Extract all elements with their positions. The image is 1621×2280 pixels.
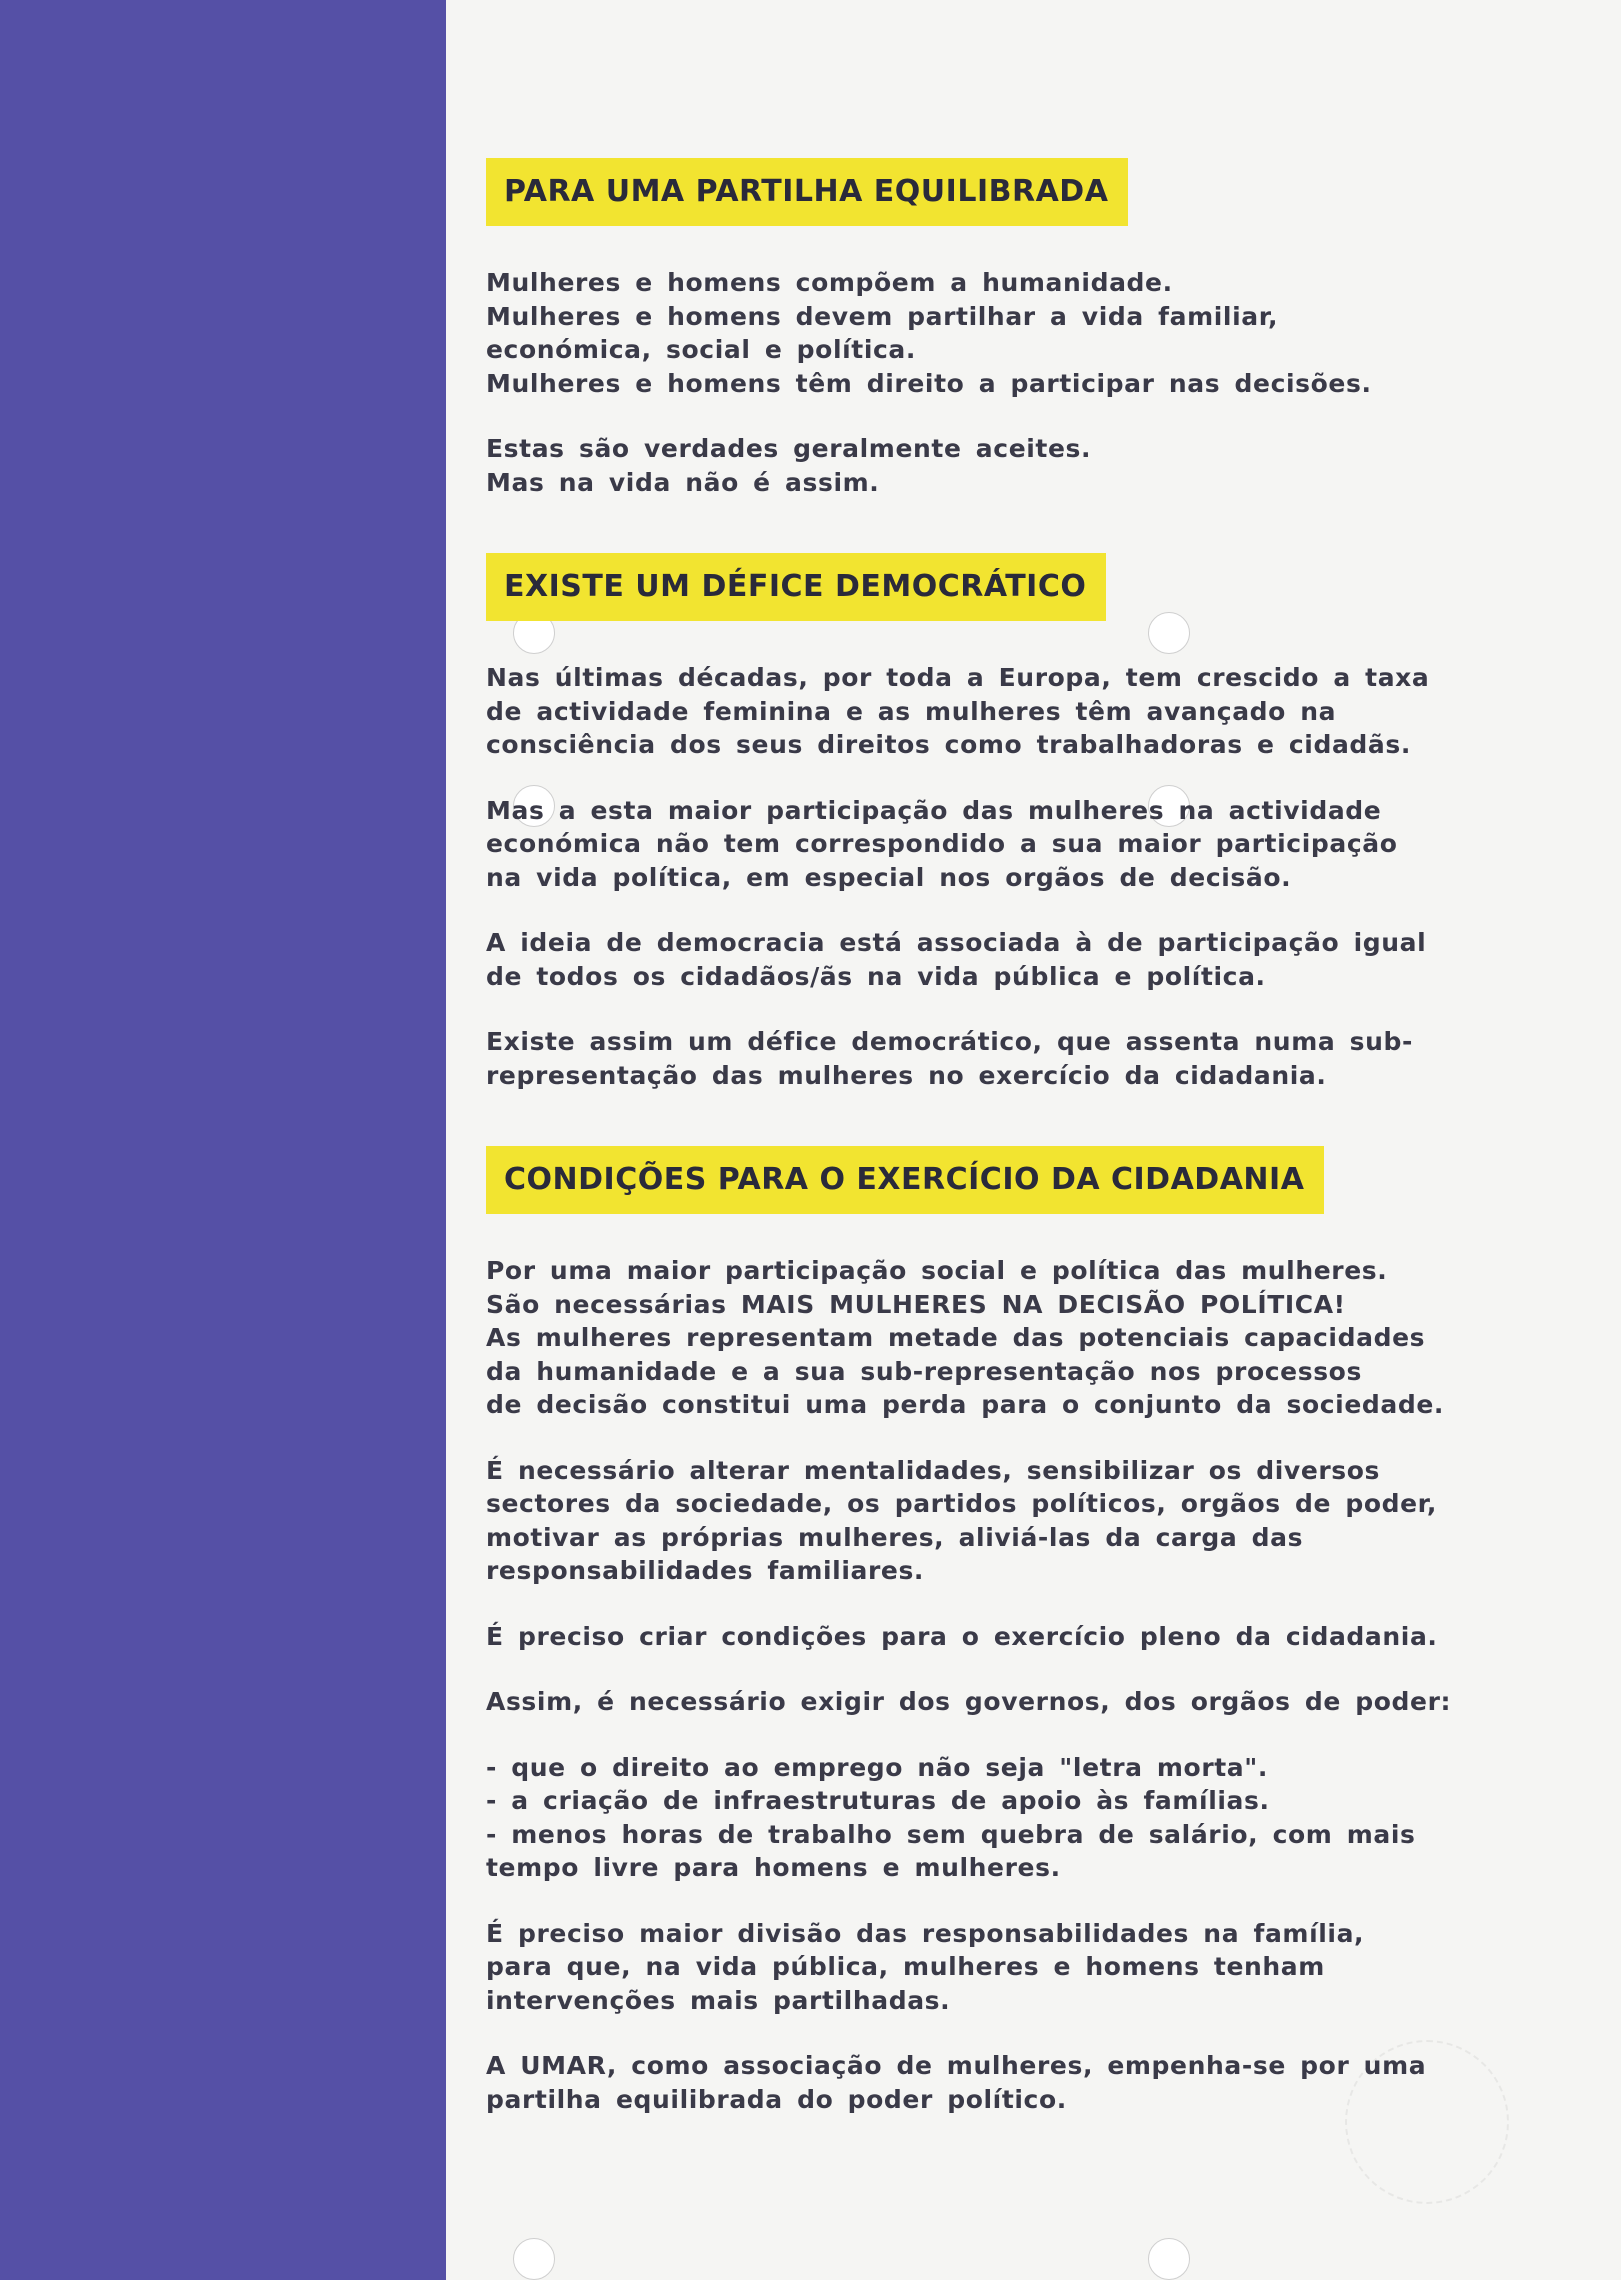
paragraph — [486, 2049, 1486, 2116]
section-heading: CONDIÇÕES PARA O EXERCÍCIO DA CIDADANIA — [486, 1146, 1324, 1214]
list-item: tempo livre para homens e mulheres. — [486, 1853, 1061, 1882]
section-heading: PARA UMA PARTILHA EQUILIBRADA — [486, 158, 1128, 226]
text-line: É preciso maior divisão das responsabilidades na família, — [486, 1918, 1365, 1948]
text-line: Mulheres e homens devem partilhar a vida familiar, — [486, 301, 1279, 331]
text-line: económica, social e política. — [486, 335, 916, 364]
text-line: de actividade feminina e as mulheres têm avançado na — [486, 696, 1337, 726]
text-line: Mulheres e homens compõem a humanidade. — [486, 268, 1173, 297]
paragraph — [486, 661, 1486, 762]
text-line: É preciso criar condições para o exercício pleno da cidadania. — [486, 1621, 1438, 1651]
section-condicoes — [486, 1146, 1486, 2116]
paragraph — [486, 1685, 1486, 1719]
paragraph — [486, 1917, 1486, 2018]
document-content — [486, 158, 1486, 2170]
paragraph — [486, 1254, 1486, 1422]
text-line: económica não tem correspondido a sua maior participação — [486, 829, 1398, 858]
text-line: representação das mulheres no exercício da cidadania. — [486, 1060, 1327, 1090]
text-line: A UMAR, como associação de mulheres, empenha-se por uma — [486, 2051, 1427, 2080]
text-line: Estas são verdades geralmente aceites. — [486, 434, 1092, 463]
paragraph — [486, 266, 1486, 400]
text-line: motivar as próprias mulheres, aliviá-las da carga das — [486, 1522, 1304, 1552]
section-heading: EXISTE UM DÉFICE DEMOCRÁTICO — [486, 553, 1106, 621]
section-defice — [486, 553, 1486, 1092]
punch-hole — [513, 2238, 555, 2280]
text-line: Assim, é necessário exigir dos governos, dos orgãos de poder: — [486, 1687, 1452, 1716]
section-partilha — [486, 158, 1486, 499]
text-line: intervenções mais partilhadas. — [486, 1985, 951, 2015]
text-line: A ideia de democracia está associada à de participação igual — [486, 928, 1427, 957]
text-line: Mulheres e homens têm direito a participar nas decisões. — [486, 368, 1372, 398]
punch-hole — [1148, 2238, 1190, 2280]
list-item: - que o direito ao emprego não seja "letra morta". — [486, 1752, 1268, 1782]
text-line: partilha equilibrada do poder político. — [486, 2084, 1067, 2114]
paragraph — [486, 432, 1486, 499]
list-item: - menos horas de trabalho sem quebra de salário, com mais — [486, 1819, 1416, 1849]
blue-side-band — [0, 0, 446, 2280]
text-line: sectores da sociedade, os partidos políticos, orgãos de poder, — [486, 1489, 1438, 1518]
demands-list — [486, 1751, 1486, 1885]
text-line: Mas na vida não é assim. — [486, 467, 880, 497]
text-line: de decisão constitui uma perda para o conjunto da sociedade. — [486, 1390, 1445, 1419]
text-line: As mulheres representam metade das potenciais capacidades — [486, 1323, 1426, 1352]
text-line: Existe assim um défice democrático, que assenta numa sub- — [486, 1027, 1413, 1056]
text-line: Por uma maior participação social e política das mulheres. — [486, 1256, 1388, 1285]
text-line: É necessário alterar mentalidades, sensibilizar os diversos — [486, 1455, 1381, 1485]
text-line: para que, na vida pública, mulheres e homens tenham — [486, 1952, 1325, 1981]
text-line: Nas últimas décadas, por toda a Europa, tem crescido a taxa — [486, 663, 1430, 692]
text-line: de todos os cidadãos/ãs na vida pública e política. — [486, 961, 1266, 991]
paragraph — [486, 1454, 1486, 1588]
paragraph — [486, 1620, 1486, 1654]
text-line: Mas a esta maior participação das mulheres na actividade — [486, 795, 1382, 825]
text-line: responsabilidades familiares. — [486, 1556, 925, 1585]
text-line: São necessárias MAIS MULHERES NA DECISÃO POLÍTICA! — [486, 1289, 1346, 1319]
paragraph — [486, 794, 1486, 895]
text-line: na vida política, em especial nos orgãos de decisão. — [486, 862, 1292, 892]
text-line: consciência dos seus direitos como trabalhadoras e cidadãs. — [486, 730, 1411, 759]
paragraph — [486, 1025, 1486, 1092]
paragraph — [486, 926, 1486, 993]
text-line: da humanidade e a sua sub-representação nos processos — [486, 1356, 1362, 1386]
list-item: - a criação de infraestruturas de apoio às famílias. — [486, 1786, 1270, 1815]
